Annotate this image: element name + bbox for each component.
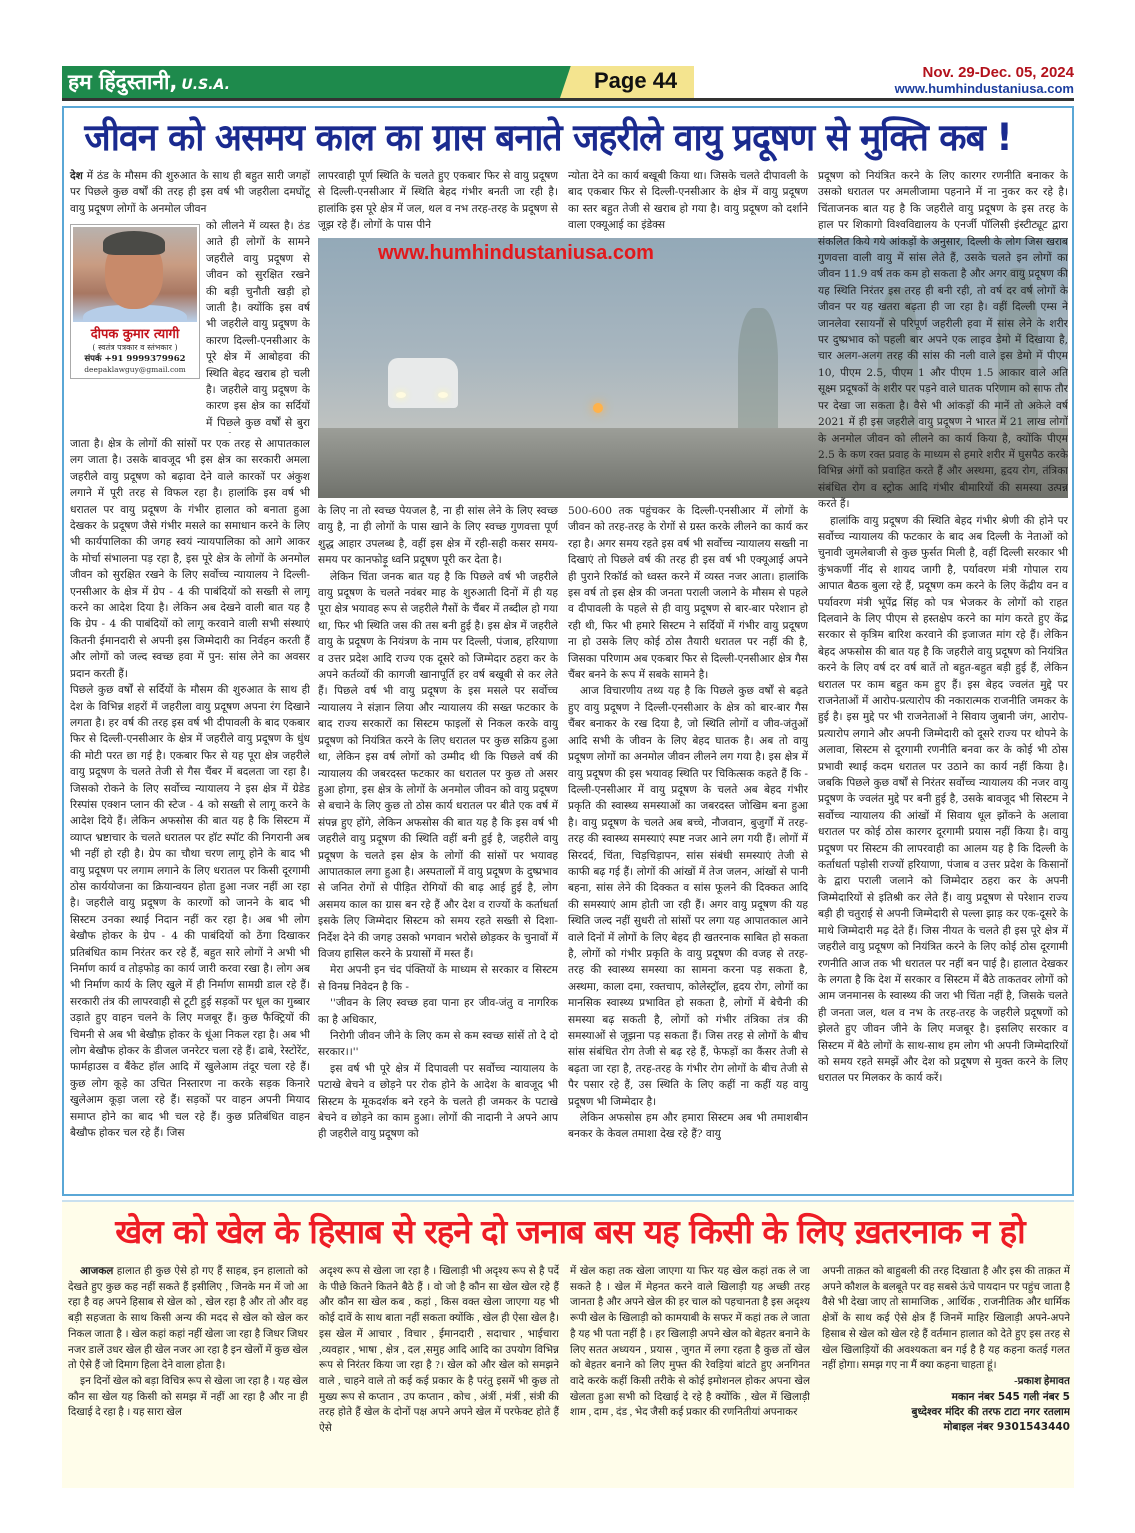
paragraph: जाता है। क्षेत्र के लोगों की सांसों पर एक तरह से आपातकाल लग जाता है। उसके बावजूद भी इस क्षेत्र का सरकारी अमला जहरीले वायु प्रदूषण को बढ़ावा देने वाले कारकों पर अंकुश लगाने में पूरी तरह से विफल रहा है। हालांकि इस वर्ष भी धरातल पर वायु प्रदूषण के गंभीर हालात को बनाता हुआ देखकर के प्रदूषण जैसे गंभीर मसले का समाधान करने के लिए भी कार्यपालिका की जगह स्वयं न्यायपालिका को आगे आकर के मोर्चा संभालना पड़ रहा है, इस पूरे क्षेत्र के लोगों के अनमोल जीवन को सुरक्षित रखने के लिए सर्वोच्च न्यायालय ने दिल्ली-एनसीआर के क्षेत्र में ग्रेप - 4 की पाबंदियों को सख्ती से लागू करने का आदेश दिया है। लेकिन अब देखने वाली बात यह है कि ग्रेप - 4 की पाबंदियों को लागू करवाने वाली सभी संस्थाएं कितनी ईमानदारी से अपनी इस जिम्मेदारी का निर्वहन करती हैं और लोगों को जल्द स्वच्छ हवा में पुन: सांस लेने का अवसर प्रदान करती हैं। bbox=[70, 438, 310, 680]
lead-word: आजकल bbox=[80, 1266, 114, 1277]
paragraph: अपनी ताक़त को बाहुबली की तरह दिखाता है और इस की ताक़त में अपने कौशल के बलबूते पर वह सबसे ऊंचे पायदान पर पहुंच जाता है वैसे भी देखा जाए तो सामाजिक , आर्थिक , राजनीतिक और धार्मिक क्षेत्रों के साथ कई ऐसे क्षेत्र हैं जिनमें माहिर खिलाड़ी अपने-अपने हिसाब से खेल को खेल रहे हैं वर्तमान हालात को देते हुए इस तरह से खेल खिलाड़ियों की अवश्यकता बन गई है है यह कहना कतई गलत नहीं होगा। समझ गए ना मैं क्या कहना चाहता हूं। bbox=[822, 1266, 1070, 1372]
quote-line: निरोगी जीवन जीने के लिए कम से कम स्वच्छ सांसें तो दे दो सरकार।।'' bbox=[318, 1030, 558, 1059]
photo-bike-light bbox=[593, 403, 603, 413]
second-article-col4 bbox=[822, 1264, 1070, 1484]
paragraph: 500-600 तक पहुंचकर के दिल्ली-एनसीआर में लोगों के जीवन को तरह-तरह के रोगों से ग्रस्त करके लीलने का कार्य कर रहा है। अगर समय रहते इस वर्ष भी सर्वोच्च न्यायालय सख्ती ना दिखाएं तो पिछले वर्ष की तरह ही इस वर्ष भी एक्यूआई अपने ही पुराने रिकॉर्ड को ध्वस्त करने में व्यस्त नजर आता। हालांकि इस वर्ष तो इस क्षेत्र की जनता पराली जलाने के मौसम से पहले व दीपावली के पहले से ही वायु प्रदूषण से बार-बार परेशान हो रही थी, फिर भी हमारे सिस्टम ने सर्दियों में गंभीर वायु प्रदूषण ना हो उसके लिए कोई ठोस तैयारी धरातल पर नहीं की है, जिसका परिणाम अब एकबार फिर से दिल्ली-एनसीआर क्षेत्र गैस चैंबर बनने के रूप में सबके सामने है। bbox=[568, 505, 808, 682]
headlight bbox=[438, 392, 448, 398]
paragraph: पिछले कुछ वर्षों से सर्दियों के मौसम की शुरुआत के साथ ही देश के विभिन्न शहरों में जहरीला वायु प्रदूषण अपना रंग दिखाने लगता है। हर वर्ष की तरह इस वर्ष भी दीपावली के बाद एकबार फिर से दिल्ली-एनसीआर के क्षेत्र में जहरीले वायु प्रदूषण के धुंध की मोटी परत छा गई है। एकबार फिर से यह पूरा क्षेत्र जहरीले वायु प्रदूषण के चलते तेजी से गैस चैंबर में बदलता जा रहा है। जिसको रोकने के लिए सर्वोच्च न्यायालय ने इस क्षेत्र में ग्रेडेड रिस्पांस एक्शन प्लान की स्टेज - 4 को सख्ती से लागू करने के आदेश दिये हैं। लेकिन अफसोस की बात यह है कि सिस्टम में व्याप्त भ्रष्टाचार के चलते धरातल पर हॉट स्पॉट की निगरानी अब भी नहीं हो रही है। ग्रेप का चौथा चरण लागू होने के बाद भी वायु प्रदूषण पर लगाम लगाने के लिए धरातल पर किसी दूरगामी ठोस कार्ययोजना का क्रियान्वयन होता हुआ नजर नहीं आ रहा है। जहरीले वायु प्रदूषण के कारणों को जानने के बाद भी सिस्टम उनका स्थाई निदान नहीं कर रहा है। अब भी लोग बेखौफ होकर के ग्रेप - 4 की पाबंदियों को ठेंगा दिखाकर प्रतिबंधित काम निरंतर कर रहे हैं, बहुत सारे लोगों ने अभी भी निर्माण कार्य व तोड़फोड़ का कार्य जारी करवा रखा है। लोग अब भी निर्माण कार्य के लिए खुले में ही निर्माण सामग्री डाल रहे हैं। सरकारी तंत्र की लापरवाही से टूटी हुई सड़कों पर धूल का गुब्बार उड़ाते हुए वाहन चलने के लिए मजबूर हैं। कुछ फैक्ट्रियों की चिमनी से अब भी बेखौफ़ होकर के धूंआ निकल रहा है। अब भी लोग बेखौफ होकर के डीजल जनरेटर चला रहे हैं। ढाबे, रेस्टोरेंट, फार्महाउस व बैंकेट हॉल आदि में खुलेआम तंदूर चला रहे हैं। कुछ लोग कूड़े का उचित निस्तारण ना करके सड़क किनारे खुलेआम कूड़ा जला रहे हैं। सड़कों पर वाहन अपनी मियाद समाप्त होने का बाद भी चल रहे हैं। कुछ प्रतिबंधित वाहन बैखौफ होकर चल रहे हैं। जिस bbox=[70, 684, 310, 1140]
author-hair bbox=[103, 231, 165, 255]
article-col2-top: लापरवाही पूर्ण स्थिति के चलते हुए एकबार फिर से वायु प्रदूषण से दिल्ली-एनसीआर में स्थिति बेहद गंभीर बनती जा रही है। हालांकि इस पूरे क्षेत्र में जल, थल व नभ तरह-तरह के प्रदूषण से जूझ रहे हैं। लोगों के पास पीने bbox=[318, 170, 558, 232]
main-article bbox=[62, 106, 1074, 1196]
paragraph: मेरा अपनी इन चंद पंक्तियों के माध्यम से सरकार व सिस्टम से विनम्र निवेदन है कि - bbox=[318, 964, 558, 993]
second-article-col3: में खेल कहा तक खेला जाएगा या फिर यह खेल कहां तक ले जा सकते है । खेल में मेहनत करने वाले खिलाड़ी यह अच्छी तरह जानता है और अपने खेल की हर चाल को पहचानता है इस अदृश्य रूपी खेल के खिलाड़ी को कामयाबी के सफर में कहां तक ले जाता है यह भी पता नहीं है । हर खिलाड़ी अपने खेल को बेहतर बनाने के लिए सतत अध्ययन , प्रयास , जुगत में लगा रहता है कुछ तों खेल को बेहतर बनाने को लिए मुफ्त की रेवड़ियां बांटते हुए अनगिनत वादे करके कहीं किसी तरीके से कोई इमोशनल होकर अपना खेल खेलता हुआ सभी को दिखाई दे रहे है क्योंकि , खेल में खिलाड़ी शाम , दाम , दंड , भेद जैसी कई प्रकार की रणनितीयां अपनाकर bbox=[570, 1266, 810, 1419]
paragraph: आज विचारणीय तथ्य यह है कि पिछले कुछ वर्षों से बढ़ते हुए वायु प्रदूषण ने दिल्ली-एनसीआर के क्षेत्र को बार-बार गैस चैंबर बनाकर के रख दिया है, जो स्थिति लोगों व जीव-जंतुओं आदि सभी के जीवन के लिए बेहद घातक है। अब तो वायु प्रदूषण लोगों का अनमोल जीवन लीलने लग गया है। इस क्षेत्र में वायु प्रदूषण की इस भयावह स्थिति पर चिकित्सक कहते हैं कि - दिल्ली-एनसीआर में वायु प्रदूषण के चलते अब बेहद गंभीर प्रकृति की स्वास्थ्य समस्याओं का जबरदस्त जोखिम बना हुआ है। वायु प्रदूषण के चलते अब बच्चे, नौजवान, बुजुर्गों में तरह-तरह की स्वास्थ्य समस्याएं स्पष्ट नजर आने लग गयी हैं। लोगों में सिरदर्द, चिंता, चिड़चिड़ापन, सांस संबंधी समस्याएं तेजी से काफी बढ़ गई हैं। लोगों की आंखों में तेज जलन, आंखों से पानी बहना, सांस लेने की दिक्कत व सांस फूलने की दिक्कत आदि की समस्याएं आम होती जा रही हैं। अगर वायु प्रदूषण की यह स्थिति जल्द नहीं सुधरी तो सांसों पर लगा यह आपातकाल आने वाले दिनों में लोगों के लिए बेहद ही खतरनाक साबित हो सकता है, लोगों को गंभीर प्रकृति के वायु प्रदूषण की वजह से तरह-तरह की स्वास्थ्य समस्या का सामना करना पड़ सकता है, अस्थमा, काला दमा, रक्तचाप, कोलेस्ट्रॉल, हृदय रोग, लोगों का मानसिक स्वास्थ्य प्रभावित हो सकता है, लोगों में बेचैनी की समस्या बढ़ सकती है, लोगों को गंभीर तंत्रिका तंत्र की समस्याओं से जूझना पड़ सकता हैं। जिस तरह से लोगों के बीच सांस संबंधित रोग तेजी से बढ़ रहे हैं, फेफड़ों का कैंसर तेजी से बढ़ता जा रहा है, तरह-तरह के गंभीर रोग लोगों के बीच तेजी से पैर पसार रहे हैं, उस स्थिति के लिए कहीं ना कहीं यह वायु प्रदूषण भी जिम्मेदार है। bbox=[568, 685, 808, 1108]
article-col2-body bbox=[318, 503, 558, 1188]
lead-word: देश bbox=[70, 170, 83, 182]
author-signature: -प्रकाश हेमावत bbox=[1014, 1375, 1070, 1387]
masthead bbox=[62, 66, 1074, 100]
article-col3-body bbox=[568, 503, 808, 1188]
second-article-headline: खेल को खेल के हिसाब से रहने दो जनाब बस यह किसी के लिए ख़तरनाक न हो bbox=[115, 1212, 1025, 1251]
paragraph: हालांकि वायु प्रदूषण की स्थिति बेहद गंभीर श्रेणी की होने पर सर्वोच्च न्यायालय की फटकार के बाद अब दिल्ली के नेताओं को चुनावी जुमलेबाजी से कुछ फुर्सत मिली है, वहीं दिल्ली सरकार भी कुंभकर्णी नींद से शायद जागी है, पर्यावरण मंत्री गोपाल राय आपात बैठक बुला रहे हैं, प्रदूषण कम करने के लिए केंद्रीय वन व पर्यावरण मंत्री भूपेंद्र सिंह को पत्र भेजकर के लोगों को राहत दिलवाने के लिए पीएम से हस्तक्षेप करने का मांग करते हुए केंद्र सरकार से कृत्रिम बारिश करवाने की इजाजत मांग रहे हैं। लेकिन बेहद अफसोस की बात यह है कि जहरीले वायु प्रदूषण को नियंत्रित करने के लिए वर्ष दर वर्ष बातें तो बहुत-बहुत बड़ी हुई हैं, लेकिन धरातल पर काम बहुत कम हुए हैं। इस बेहद ज्वलंत मुद्दे पर राजनेताओं में आरोप-प्रत्यारोप की नकारात्मक राजनीति जमकर के हुई है। इस मुद्दे पर भी राजनेताओं ने सिवाय जुबानी जंग, आरोप-प्रत्यारोप लगाने और अपनी जिम्मेदारी को दूसरे राज्य पर थोपने के अलावा, सिस्टम से दूरगामी रणनीति बनवा कर के कोई भी ठोस प्रभावी स्थाई कदम धरातल पर उठाने का कार्य नहीं किया है। जबकि पिछले कुछ वर्षों से निरंतर सर्वोच्च न्यायालय की नजर वायु प्रदूषण के ज्वलंत मुद्दे पर बनी हुई है, उसके बावजूद भी सिस्टम ने सर्वोच्च न्यायालय की आंखों में सिवाय धूल झोंकने के अलावा धरातल पर कोई ठोस कारगर दूरगामी प्रयास नहीं किया है। वायु प्रदूषण पर सिस्टम की लापरवाही का आलम यह है कि दिल्ली के कर्ताधर्ता पड़ोसी राज्यों हरियाणा, पंजाब व उत्तर प्रदेश के किसानों के द्वारा पराली जलाने को जिम्मेदार ठहरा कर के अपनी जिम्मेदारियों से इतिश्री कर लेते हैं। वायु प्रदूषण से परेशान राज्य बड़ी ही चतुराई से अपनी जिम्मेदारी से पल्ला झाड़ कर एक-दूसरे के माथे जिम्मेदारी मढ़ देते हैं। जिस नीयत के चलते ही इस पूरे क्षेत्र में जहरीले वायु प्रदूषण को नियंत्रित करने के लिए कोई ठोस दूरगामी रणनीति आज तक भी धरातल पर नहीं बन पाई है। हालात देखकर के लगता है कि देश में सरकार व सिस्टम में बैठे ताकतवर लोगों को आम जनमानस के स्वास्थ्य की जरा भी चिंता नहीं है, जिसके चलते ही जनता जल, थल व नभ के तरह-तरह के जहरीले प्रदूषणों को झेलते हुए जीवन जीने के लिए मजबूर है। इसलिए सरकार व सिस्टम में बैठे लोगों के साथ-साथ हम लोग भी अपनी जिम्मेदारियों को समय रहते समझें और देश को प्रदूषण से मुक्त करने के लिए धरातल पर मिलकर के कार्य करें। bbox=[818, 514, 1068, 1085]
headlight bbox=[396, 392, 406, 398]
address-line: मकान नंबर 545 गली नंबर 5 bbox=[951, 1390, 1070, 1403]
article-col4-body bbox=[818, 168, 1068, 1188]
paragraph: इस वर्ष भी पूरे क्षेत्र में दिपावली पर सर्वोच्च न्यायालय के पटाखे बेचने व छोड़ने पर रोक होने के आदेश के बावजूद भी सिस्टम के मूकदर्शक बने रहने के चलते ही जमकर के पटाखे बेचने व छोड़ने का काम हुआ। लोगों की नादानी ने अपने आप ही जहरीले वायु प्रदूषण को bbox=[318, 1062, 558, 1141]
second-article bbox=[62, 1200, 1074, 1488]
author-card bbox=[70, 224, 200, 379]
paragraph: इन दिनों खेल को बड़ा विचित्र रूप से खेला जा रहा है । यह खेल कौन सा खेल यह किसी को समझ में नहीं आ रहा है और ना ही दिखाई दे रहा है । यह सारा खेल bbox=[68, 1375, 308, 1419]
paragraph: लेकिन चिंता जनक बात यह है कि पिछले वर्ष भी जहरीले वायु प्रदूषण के चलते नवंबर माह के शुरुआती दिनों में ही यह पूरा क्षेत्र भयावह रूप से जहरीले गैसों के चैंबर में तब्दील हो गया था, फिर भी स्थिति जस की तस बनी हुई है। इस क्षेत्र में जहरीले वायु के प्रदूषण के नियंत्रण के नाम पर दिल्ली, पंजाब, हरियाणा व उत्तर प्रदेश आदि राज्य एक दूसरे को जिम्मेदार ठहरा कर के अपने कर्तव्यों की कागजी खानापूर्ति हर वर्ष बखूबी से कर लेते हैं। पिछले वर्ष भी वायु प्रदूषण के इस मसले पर सर्वोच्च न्यायालय ने संज्ञान लिया और न्यायालय की सख्त फटकार के बाद राज्य सरकारों का सिस्टम फाइलों से निकल करके वायु प्रदूषण को नियंत्रित करने के लिए धरातल पर कुछ सक्रिय हुआ था, लेकिन इस वर्ष लोगों को उम्मीद थी कि पिछले वर्ष की न्यायालय की जबरदस्त फटकार का धरातल पर कुछ तो असर हुआ होगा, इस क्षेत्र के लोगों के अनमोल जीवन को वायु प्रदूषण से बचाने के लिए कुछ तो ठोस कार्य धरातल पर बीते एक वर्ष में संपन्न हुए होंगे, लेकिन अफसोस की बात यह है कि इस वर्ष भी जहरीले वायु प्रदूषण की स्थिति वहीं बनी हुई है, जहरीले वायु प्रदूषण के चलते इस क्षेत्र के लोगों की सांसों पर भयावह आपातकाल लगा हुआ है। अस्पतालों में वायु प्रदूषण के दुष्प्रभाव से जनित रोगों से पीड़ित रोगियों की बाढ़ आई हुई है, लोग असमय काल का ग्रास बन रहे हैं और देश व राज्यों के कर्ताधर्ता इसके लिए जिम्मेदार सिस्टम को समय रहते सख्ती से दिशा-निर्देश देने की जगह उसको भगवान भरोसे छोड़कर के चुनावों में विजय हासिल करने के प्रयासों में मस्त हैं। bbox=[318, 570, 558, 960]
author-photo bbox=[73, 227, 197, 322]
page-number: Page 44 bbox=[594, 68, 678, 93]
article-col1-side-text: को लीलने में व्यस्त है। ठंड आते ही लोगों के सामने जहरीले वायु प्रदूषण से जीवन को सुरक्षित रखने की बड़ी चुनौती खड़ी हो जाती है। क्योंकि इस वर्ष भी जहरीले वायु प्रदूषण के कारण दिल्ली-एनसीआर के पूरे क्षेत्र में आबोहवा की स्थिति बेहद खराब हो चली है। जहरीले वायु प्रदूषण के कारण इस क्षेत्र का सर्दियों में पिछले कुछ वर्षों से बुरा bbox=[206, 220, 310, 429]
mobile-number: मोबाइल नंबर 9301543440 bbox=[943, 1420, 1070, 1433]
paper-name-text: हम हिंदुस्तानी, bbox=[68, 70, 178, 94]
intro-text: में ठंड के मौसम की शुरुआत के साथ ही बहुत सारी जगहों पर पिछले कुछ वर्षों की तरह ही इस वर्ष भी जहरीला दमघोंटू वायु प्रदूषण लोगों के अनमोल जीवन bbox=[70, 170, 310, 215]
photo-tree bbox=[738, 308, 778, 438]
author-name: दीपक कुमार त्यागी bbox=[90, 327, 180, 342]
photo-watermark: www.humhindustaniusa.com bbox=[378, 242, 654, 264]
issue-date: Nov. 29-Dec. 05, 2024 bbox=[922, 64, 1074, 81]
article-headline: जीवन को असमय काल का ग्रास बनाते जहरीले वायु प्रदूषण से मुक्ति कब ! bbox=[84, 116, 1012, 159]
article-col1-intro bbox=[70, 168, 310, 217]
address-line: बुध्देश्वर मंदिर की तरफ टाटा नगर रतलाम bbox=[911, 1405, 1070, 1418]
author-role: ( स्वतंत्र पत्रकार व स्तंभकार ) bbox=[92, 343, 178, 352]
author-phone: संपर्क +91 9999379962 bbox=[84, 354, 186, 364]
paper-name-suffix: U.S.A. bbox=[181, 77, 230, 93]
photo-vehicle bbox=[388, 358, 458, 408]
paragraph: लेकिन अफसोस हम और हमारा सिस्टम अब भी तमाशबीन बनकर के केवल तमाशा देख रहे हैं? वायु bbox=[568, 1112, 808, 1141]
paragraph: के लिए ना तो स्वच्छ पेयजल है, ना ही सांस लेने के लिए स्वच्छ वायु है, ना ही लोगों के पास खाने के लिए स्वच्छ गुणवत्ता पूर्ण शुद्ध आहार उपलब्ध है, वहीं इस क्षेत्र में रही-सही कसर समय-समय पर कानफोड़ू ध्वनि प्रदूषण पूरी कर देता है। bbox=[318, 505, 558, 567]
second-article-col1 bbox=[68, 1264, 308, 1484]
article-col1-body bbox=[70, 436, 310, 1188]
masthead-rule bbox=[62, 98, 1074, 101]
paragraph-text: हालात ही कुछ ऐसे हो गए हैं साहब, इन हालातो को देखते हुए कुछ कह नहीं सकते हैं इसीलिए , जिनके मन में जो आ रहा है वह अपने हिसाब से खेल को , खेल रहा है और तो और वह बड़ी सहजता के साथ किसी अन्य की मदद से खेल को खेल कर निकल जाता है । खेल कहां कहां नहीं खेला जा रहा है जिधर जिधर नजर डालें उधर खेल ही खेल नजर आ रहा है इन खेलों में कुछ खेल तो ऐसे हैं जो दिमाग हिला देने वाला होता है। bbox=[68, 1266, 308, 1372]
article-col3-top: न्योता देने का कार्य बखूबी किया था। जिसके चलते दीपावली के बाद एकबार फिर से दिल्ली-एनसीआर के क्षेत्र में वायु प्रदूषण का स्तर बहुत तेजी से खराब हो गया है। वायु प्रदूषण को दर्शाने वाला एक्यूआई का इंडेक्स bbox=[568, 170, 808, 232]
author-email[interactable]: deepaklawguy@gmail.com bbox=[84, 365, 186, 374]
website-link[interactable]: www.humhindustaniusa.com bbox=[894, 81, 1074, 96]
second-article-col2: अदृश्य रूप से खेला जा रहा है । खिलाड़ी भी अदृश्य रूप से है पर्दे के पीछे कितने कितने बैठे हैं । वो जो है कौन सा खेल खेल रहे हैं और कौन सा खेल कब , कहां , किस वक्त खेला जाएगा यह भी कोई दावें के साथ बाता नहीं सकता क्योंकि , खेल ही ऐसा खेल है। इस खेल में आचार , विचार , ईमानदारी , सदाचार , भाईचारा ,व्यवहार , भाषा , क्षेत्र , दल ,समुह आदि आदि का उपयोग विभिन्न रूप से निरंतर किया जा रहा है ?। खेल को और खेल को समझने वाले , चाहने वाले तो कई कई प्रकार के है परंतु इसमें भी कुछ तो मुख्य रूप से कप्तान , उप कप्तान , कोच , अंत्रीं , मंत्रीं , संत्री की तरह होते हैं खेल के दोनों पक्ष अपने अपने खेल में परफेक्ट होते हैं ऐसे bbox=[319, 1266, 559, 1435]
quote-line: ''जीवन के लिए स्वच्छ हवा पाना हर जीव-जंतु व नागरिक का है अधिकार, bbox=[318, 997, 558, 1026]
paragraph: प्रदूषण को नियंत्रित करने के लिए कारगर रणनीति बनाकर के उसको धरातल पर अमलीजामा पहनाने में ना नुकर कर रहे है। चिंताजनक बात यह है कि जहरीले वायु प्रदूषण के इस तरह के हाल पर शिकागो विश्वविद्यालय के एनर्जी पॉलिसी इंस्टीट्यूट द्वारा संकलित किये गये आंकड़ों के अनुसार, दिल्ली के लोग जिस खराब गुणवत्ता वाली वायु में सांस लेते हैं, उसके चलते इन लोगों का जीवन 11.9 वर्ष तक कम हो सकता है और अगर वायु प्रदूषण की यह स्थिति निरंतर इस तरह ही बनी रही, तो वर्ष दर वर्ष लोगों के जीवन पर यह खतरा बढ़ता ही जा रहा है। वहीं दिल्ली एम्स ने जानलेवा रसायनों से परिपूर्ण जहरीली हवा में सांस लेने के शरीर पर दुष्प्रभाव को पहली बार अपने एक लाइव डेमो में दिखाया है, चार अलग-अलग तरह की सांस की नली वाले इस डेमो में पीएम 10, पीएम 2.5, पीएम 1 और पीएम 1.5 आकार वाले अति सूक्ष्म प्रदूषकों के शरीर पर पड़ने वाले घातक परिणाम को साफ तौर पर देखा जा सकता है। वैसे भी आंकड़ों की मानें तो अकेले वर्ष 2021 में ही इस जहरीले वायु प्रदूषण ने भारत में 21 लाख लोगों के अनमोल जीवन को लीलने का कार्य किया है, क्योंकि पीएम 2.5 के कण रक्त प्रवाह के माध्यम से हमारे शरीर में घुसपैठ करके विभिन्न अंगों को प्रवाहित करते हैं और अस्थमा, हृदय रोग, तंत्रिका संबंधित रोग व स्ट्रोक आदि गंभीर बीमारियों की समस्या उत्पन्न करते हैं। bbox=[818, 170, 1068, 511]
paragraph bbox=[68, 1264, 308, 1374]
paper-name bbox=[68, 68, 230, 96]
